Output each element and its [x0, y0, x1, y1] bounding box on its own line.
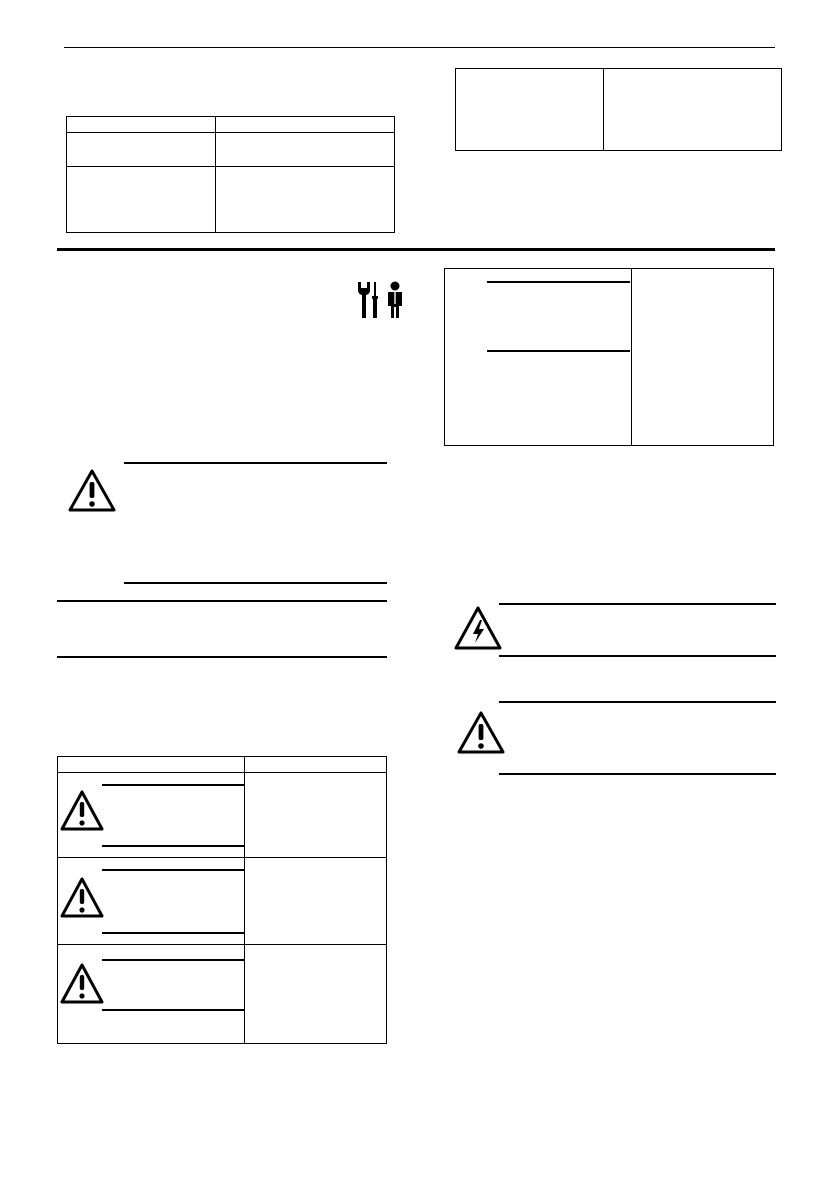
warning-triangle-icon	[67, 468, 117, 513]
top-left-table	[66, 116, 395, 233]
warning-block	[57, 462, 387, 587]
electrical-hazard-icon	[453, 605, 503, 651]
wrench-screwdriver-person-icon	[355, 280, 410, 320]
warning-table	[57, 756, 387, 1044]
warning-triangle-icon	[59, 962, 105, 1005]
warning-triangle-icon	[59, 789, 105, 832]
general-warning-block	[453, 701, 776, 777]
header-rule	[64, 47, 775, 48]
note-block	[57, 600, 387, 660]
section-separator	[57, 248, 775, 251]
electrical-warning-block	[453, 603, 776, 659]
warning-triangle-icon	[59, 876, 105, 919]
top-right-table	[455, 68, 782, 151]
warning-triangle-icon	[456, 710, 506, 755]
right-info-box	[444, 268, 774, 446]
